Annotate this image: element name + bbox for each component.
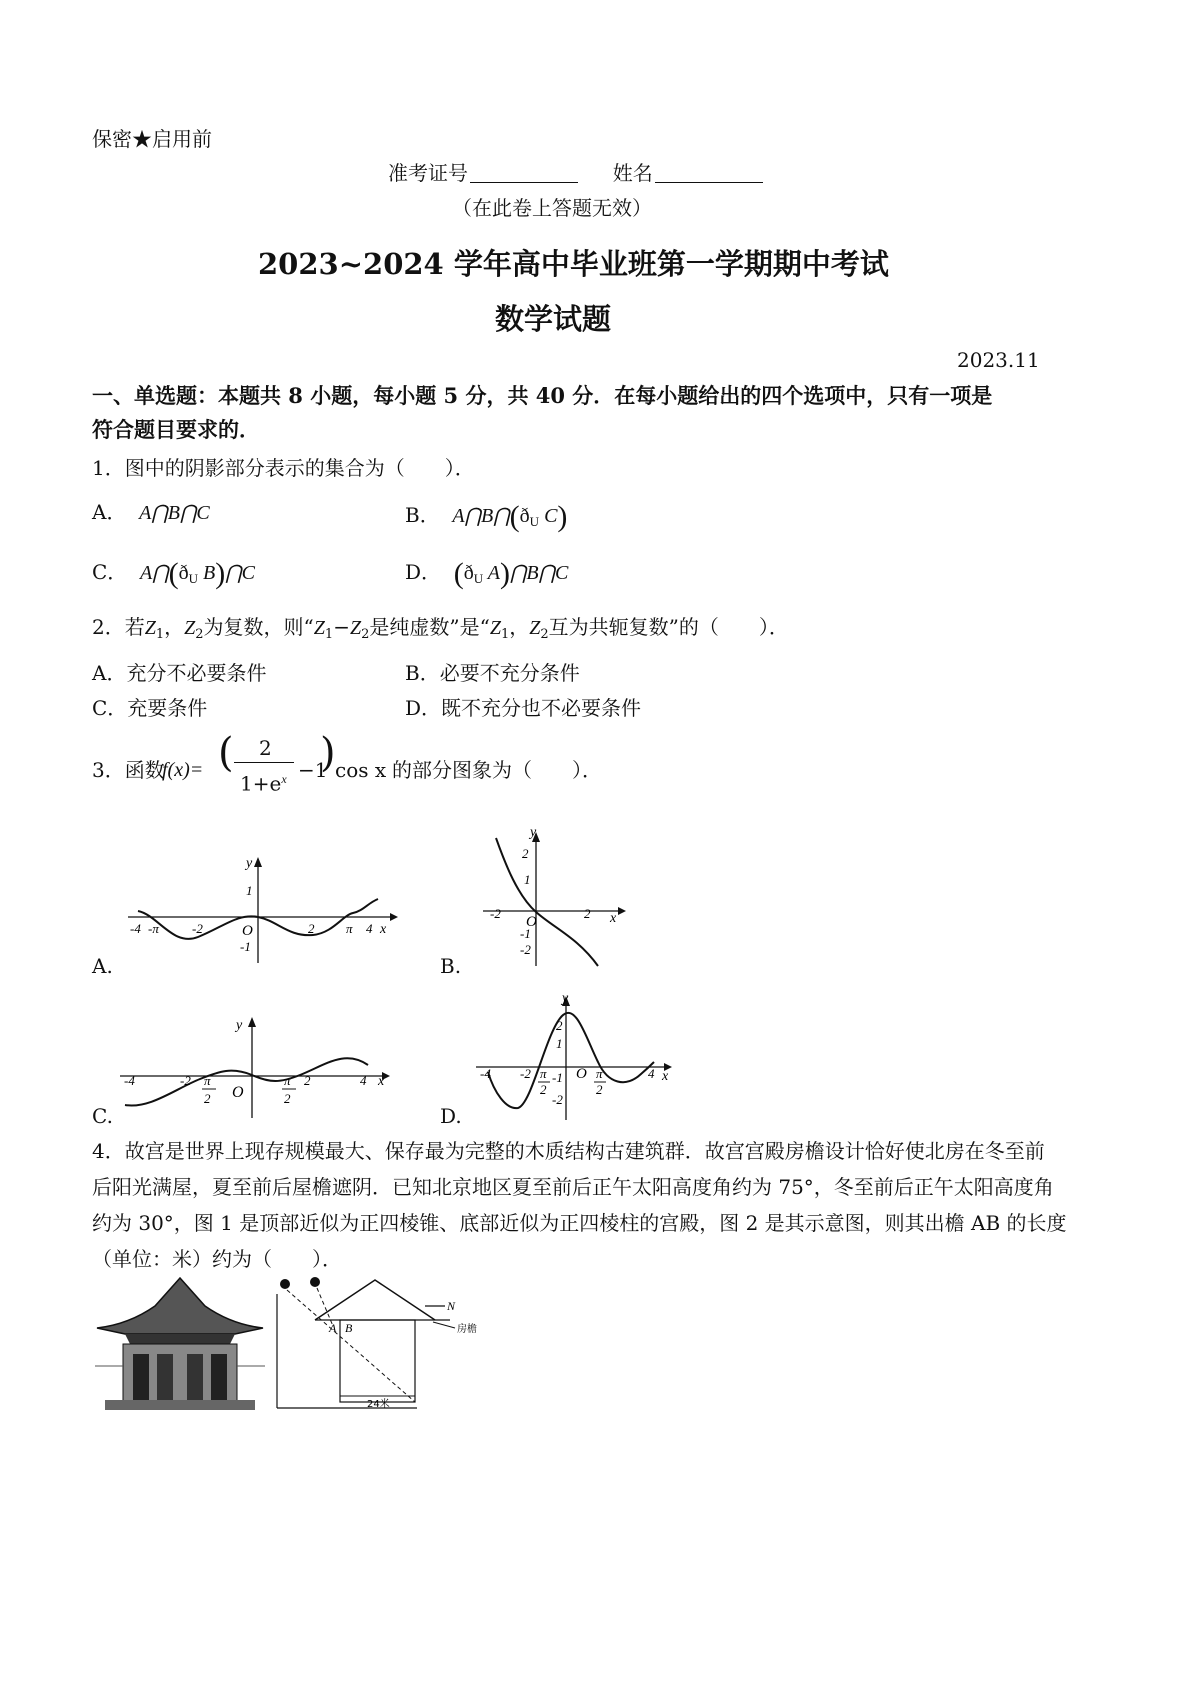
graph-c-tick: 2 bbox=[204, 1091, 211, 1106]
graph-c-y-label: y bbox=[236, 1018, 243, 1033]
q3-suffix: 的部分图象为（ ）． bbox=[392, 758, 602, 782]
graph-b-tick: 2 bbox=[584, 906, 591, 921]
q3-left-paren: ( bbox=[218, 730, 234, 776]
graph-c-x-label: x bbox=[378, 1074, 385, 1089]
graph-d-tick: 2 bbox=[596, 1082, 603, 1097]
q3-denominator: $1+e^x$ bbox=[240, 771, 287, 796]
graph-b-tick: -2 bbox=[520, 942, 531, 957]
q2-stem: 2．若$Z_1$，$Z_2$为复数，则“$Z_1-Z_2$是纯虚数”是“$Z_1$，$Z_2$互为共轭复数”的（ ）． bbox=[92, 615, 789, 642]
q1-option-d[interactable]: D． ($ð_U$ A)⋂B⋂C bbox=[405, 557, 569, 590]
graph-c-tick: 4 bbox=[360, 1073, 367, 1088]
graph-d-tick: 4 bbox=[648, 1066, 655, 1081]
set-expression: $A⋂B⋂(ð_U$ C) bbox=[452, 500, 568, 533]
graph-a-tick: 1 bbox=[246, 883, 253, 898]
exam-date: 2023.11 bbox=[957, 348, 1040, 372]
exam-title: 2023~2024 学年高中毕业班第一学期期中考试 bbox=[258, 247, 889, 281]
q3-numerator: 2 bbox=[259, 736, 272, 760]
fig-label-a: A bbox=[329, 1321, 337, 1335]
graph-a-tick: -4 bbox=[130, 921, 141, 936]
exam-id-line bbox=[388, 163, 763, 183]
graph-c-tick: 2 bbox=[284, 1091, 291, 1106]
graph-a-tick: π bbox=[346, 921, 353, 936]
graph-b-tick: 1 bbox=[524, 872, 531, 887]
q4-line4: （单位：米）约为（ ）． bbox=[92, 1247, 342, 1271]
q3-minus-one: −1 bbox=[298, 758, 328, 782]
set-expression: A⋂B⋂C bbox=[139, 502, 210, 524]
q3-option-c-label[interactable]: C. bbox=[92, 1104, 113, 1128]
fig-label-b: B bbox=[345, 1321, 353, 1335]
graph-d-origin: O bbox=[576, 1066, 587, 1082]
q4-line1: 4．故宫是世界上现存规模最大、保存最为完整的木质结构古建筑群．故宫宫殿房檐设计恰好使北房在冬至前 bbox=[92, 1139, 1045, 1163]
graph-a-x-label: x bbox=[380, 922, 387, 937]
graph-a-tick: -π bbox=[148, 921, 159, 936]
graph-a[interactable] bbox=[128, 855, 408, 965]
q4-line2: 后阳光满屋，夏至前后屋檐遮阴．已知北京地区夏至前后正午太阳高度角约为 75°，冬至前后正午太阳高度角 bbox=[92, 1175, 1054, 1199]
graph-d-y-label: y bbox=[562, 991, 569, 1006]
q2-option-b[interactable]: B．必要不充分条件 bbox=[405, 661, 580, 685]
name-blank bbox=[655, 164, 763, 183]
graph-a-tick: -1 bbox=[240, 939, 251, 954]
exam-id-blank bbox=[470, 164, 578, 183]
q2-option-a[interactable]: A．充分不必要条件 bbox=[92, 661, 267, 685]
fig-label-width: 24米 bbox=[367, 1399, 390, 1410]
graph-d-tick: π bbox=[596, 1066, 603, 1081]
q3-right-paren: ) bbox=[320, 730, 336, 776]
q3-option-d-label[interactable]: D. bbox=[440, 1104, 462, 1128]
q4-line3: 约为 30°，图 1 是顶部近似为正四棱锥、底部近似为正四棱柱的宫殿，图 2 是其示意图，则其出檐 AB 的长度 bbox=[92, 1211, 1067, 1235]
graph-a-tick: 2 bbox=[308, 921, 315, 936]
graph-b[interactable] bbox=[478, 826, 638, 971]
q1-stem: 1．图中的阴影部分表示的集合为（ ）． bbox=[92, 456, 475, 480]
q1-option-c[interactable]: C． $A⋂(ð_U$ B)⋂C bbox=[92, 557, 256, 590]
graph-d-x-label: x bbox=[662, 1069, 669, 1084]
graph-b-x-label: x bbox=[610, 911, 617, 926]
graph-d-tick: -2 bbox=[520, 1066, 531, 1081]
graph-c[interactable] bbox=[120, 1013, 400, 1123]
subject-title: 数学试题 bbox=[495, 302, 612, 336]
sun-icon bbox=[280, 1279, 290, 1289]
q3-fx: f(x)= bbox=[162, 759, 204, 781]
sun-icon bbox=[310, 1277, 320, 1287]
graph-d-tick: 2 bbox=[540, 1082, 547, 1097]
q3-option-a-label[interactable]: A. bbox=[92, 954, 113, 978]
graph-a-y-label: y bbox=[246, 856, 253, 871]
section1-heading-line1: 一、单选题：本题共 8 小题，每小题 5 分，共 40 分．在每小题给出的四个选项中，只有一项是 bbox=[92, 383, 993, 408]
graph-b-y-label: y bbox=[530, 825, 537, 840]
graph-b-origin: O bbox=[526, 914, 537, 930]
graph-d-tick: π bbox=[540, 1066, 547, 1081]
graph-d-tick: 2 bbox=[556, 1018, 563, 1033]
graph-c-tick: -4 bbox=[124, 1073, 135, 1088]
invalid-note: （在此卷上答题无效） bbox=[452, 196, 652, 220]
graph-c-tick: π bbox=[204, 1073, 211, 1088]
secret-mark: 保密★启用前 bbox=[92, 127, 212, 151]
graph-c-origin: O bbox=[232, 1084, 244, 1101]
graph-d-tick: -1 bbox=[552, 1070, 563, 1085]
q1-option-a[interactable]: A． A⋂B⋂C bbox=[92, 500, 210, 524]
name-label: 姓名 bbox=[612, 161, 653, 185]
section1-heading-line2: 符合题目要求的． bbox=[92, 417, 260, 442]
q3-option-b-label[interactable]: B. bbox=[440, 954, 462, 978]
palace-photo-figure bbox=[95, 1276, 265, 1411]
q3-prefix: 3．函数 bbox=[92, 758, 165, 782]
q3-fraction-bar bbox=[234, 762, 294, 763]
graph-a-tick: 4 bbox=[366, 921, 373, 936]
graph-d-tick: -4 bbox=[480, 1066, 491, 1081]
exam-id-label: 准考证号 bbox=[388, 161, 468, 185]
graph-d[interactable] bbox=[476, 992, 686, 1122]
set-expression: $A⋂(ð_U$ B)⋂C bbox=[140, 557, 256, 590]
graph-c-tick: π bbox=[284, 1073, 291, 1088]
q2-option-c[interactable]: C．充要条件 bbox=[92, 696, 208, 720]
fig-label-eave: 房檐 bbox=[457, 1324, 477, 1335]
graph-a-tick: -2 bbox=[192, 921, 203, 936]
q1-option-b[interactable]: B． $A⋂B⋂(ð_U$ C) bbox=[405, 500, 568, 533]
graph-d-tick: 1 bbox=[556, 1036, 563, 1051]
graph-b-tick: 2 bbox=[522, 846, 529, 861]
graph-d-tick: -2 bbox=[552, 1092, 563, 1107]
graph-b-tick: -1 bbox=[520, 926, 531, 941]
graph-b-tick: -2 bbox=[490, 906, 501, 921]
q2-option-d[interactable]: D．既不充分也不必要条件 bbox=[405, 696, 642, 720]
graph-c-tick: 2 bbox=[304, 1073, 311, 1088]
q3-cos: cos x bbox=[335, 758, 387, 782]
graph-c-tick: -2 bbox=[180, 1073, 191, 1088]
eave-schematic-figure bbox=[275, 1276, 490, 1411]
set-expression: ($ð_U$ A)⋂B⋂C bbox=[453, 557, 569, 590]
fig-label-north: N bbox=[447, 1299, 456, 1313]
graph-a-origin: O bbox=[242, 923, 253, 939]
